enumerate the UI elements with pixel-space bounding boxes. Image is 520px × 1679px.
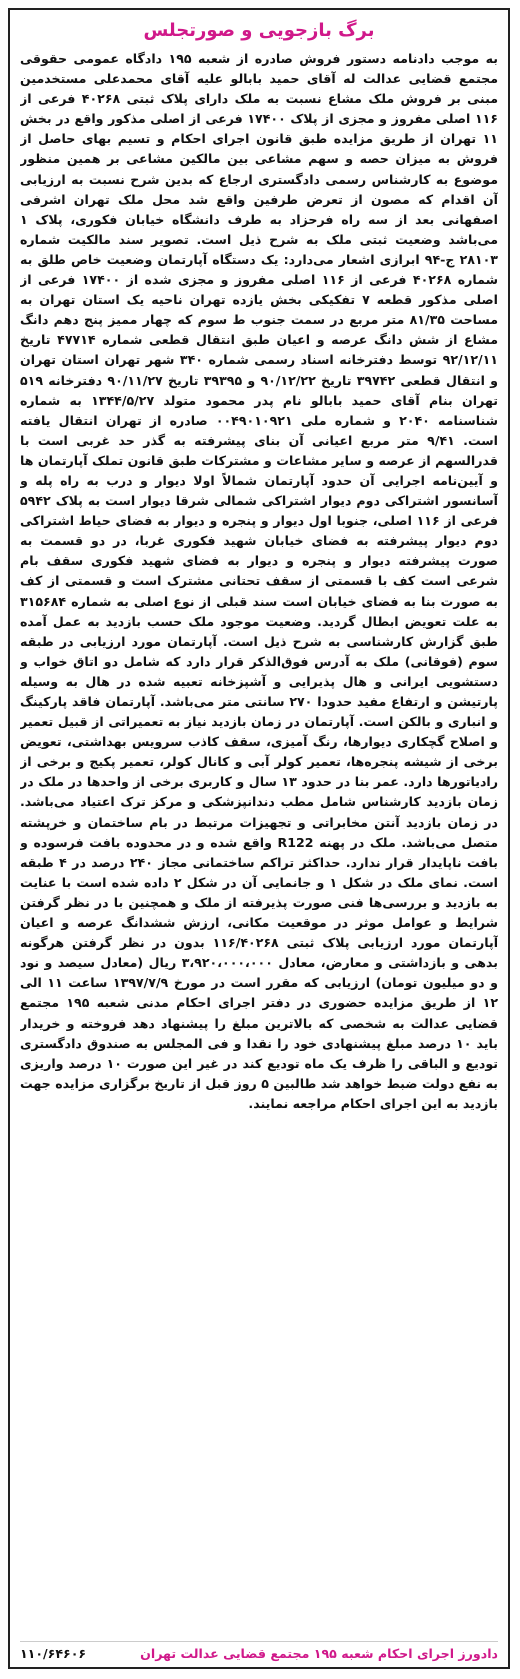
notice-footer (20, 1641, 498, 1661)
notice-body: به موجب دادنامه دستور فروش صادره از شعبه ۱۹۵ دادگاه عمومی حقوقی مجتمع قضایی عدالت له آقای حمید بابالو علیه آقای محمدعلی مستخدمین مبنی بر فروش ملک مشاع نسبت به ملک دارای پلاک ثبتی ۴۰۲۶۸ فرعی از ۱۱۶ اصلی مفروز و مجزی از پلاک ۱۷۴۰۰ فرعی از اصلی مذکور واقع در بخش ۱۱ تهران از طریق مزایده طبق قانون اجرای احکام و تسیم بهای حاصل از فروش به میزان حصه و سهم مشاعی بین مالکین مشاعی بر همین منظور موضوع به کارشناس رسمی دادگستری ارجاع که بدین شرح نسبت به ارزیابی آن اقدام که مصون از تعرض طرفین واقع شد محل ملک تهران اشرفی اصفهانی بعد از سه راه فرحزاد به طرف دانشگاه خیابان فکوری، پلاک ۱ می‌باشد وضعیت ثبتی ملک به شرح ذیل است. تصویر سند مالکیت شماره ۲۸۱۰۳ ج-۹۴ ابرازی اشعار می‌دارد: یک دستگاه آپارتمان وضعیت خاص طلق به شماره ۴۰۲۶۸ فرعی از ۱۱۶ اصلی مفروز و مجزی شده از ۱۷۴۰۰ فرعی از اصلی مذکور قطعه ۷ تفکیکی بخش یازده تهران ناحیه یک استان تهران به مساحت ۸۱/۳۵ متر مربع در سمت جنوب ط سوم که چهار ممیز پنج دهم دانگ مشاع از شش دانگ عرصه و اعیان طبق انتقال قطعی شماره ۴۷۷۱۴ تاریخ ۹۲/۱۲/۱۱ توسط دفترخانه اسناد رسمی شماره ۳۴۰ شهر تهران استان تهران و انتقال قطعی ۳۹۷۴۲ تاریخ ۹۰/۱۲/۲۲ و ۳۹۳۹۵ تاریخ ۹۰/۱۱/۲۷ دفترخانه ۵۱۹ تهران بنام آقای حمید بابالو نام پدر محمود متولد ۱۳۴۴/۵/۲۷ به شماره شناسنامه ۲۰۴۰ و شماره ملی ۰۰۴۹۰۱۰۹۲۱ صادره از تهران انتقال یافته است. ۹/۴۱ متر مربع اعیانی آن بنای پیشرفته به گذر حد غربی است با قدرالسهم از عرصه و سایر مشاعات و مشترکات طبق قانون تملک آپارتمان ها و آیین‌نامه اجرایی آن حدود آپارتمان شمالاً اولا دیوار و درب به راه پله و آسانسور اشتراکی دوم دیوار اشتراکی شمالی شرقا دیوار است به پلاک ۵۹۴۲ فرعی از ۱۱۶ اصلی، جنوبا اول دیوار و پنجره و دیوار به فضای حیاط اشتراکی دوم دیوار پیشرفته به فضای خیابان شهید فکوری غربا، در دو قسمت به صورت پیشرفته دیوار و پنجره و دیوار به فضای شهید فکوری سقف بام شرعی است کف با قسمتی از سقف تحتانی مشترک است و قسمتی از کف به صورت بنا به فضای خیابان است سند قبلی از نوع اصلی به شماره ۳۱۵۶۸۴ به علت تعویض ابطال گردید. وضعیت موجود ملک حسب بازدید به عمل آمده طبق گزارش کارشناسی به شرح ذیل است. آپارتمان مورد ارزیابی در طبقه سوم (فوقانی) ملک به آدرس فوق‌الذکر قرار دارد که شامل دو اتاق خواب و دستشویی ایرانی و هال پذیرایی و آشپزخانه تعبیه شده در هال به وسیله پارتیشن و ارتفاع مفید حدودا ۲۷۰ سانتی متر می‌باشد. آپارتمان فاقد پارکینگ و انباری و بالکن است. آپارتمان در زمان بازدید نیاز به تعمیراتی از قبیل تعمیر و اصلاح گچکاری دیوارها، رنگ آمیزی، سقف کاذب سرویس بهداشتی، تعویض برخی از شیشه پنجره‌ها، تعمیر کولر آبی و کانال کولر، تعمیر پکیج و برخی از رادیاتورها دارد. عمر بنا در حدود ۱۳ سال و کاربری برخی از واحدها در ملک در زمان بازدید کارشناس شامل مطب دندانپزشکی و مرکز ترک اعتیاد می‌باشد. در زمان بازدید آنتن مخابراتی و تجهیزات مرتبط در بام ساختمان و خرپشته متصل می‌باشد. ملک در پهنه R122 واقع شده و در محدوده بافت فرسوده و بافت ناپایدار قرار ندارد. حداکثر تراکم ساختمانی مجاز ۲۴۰ درصد در ۴ طبقه است. نمای ملک در شکل ۱ و جانمایی آن در شکل ۲ داده شده است با عنایت به بازدید و بررسی‌ها فنی صورت پذیرفته از ملک و همچنین با در نظر گرفتن شرایط و عوامل موثر در موقعیت مکانی، ارزش ششدانگ عرصه و اعیان آپارتمان مورد ارزیابی پلاک ثبتی ۱۱۶/۴۰۲۶۸ بدون در نظر گرفتن هرگونه بدهی و بازداشتی و معارض، معادل ۳،۹۲۰،۰۰۰،۰۰۰ ریال (معادل سیصد و نود و دو میلیون تومان) ارزیابی که مقرر است در مورخ ۱۳۹۷/۷/۹ ساعت ۱۱ الی ۱۲ از طریق مزایده حضوری در دفتر اجرای احکام مدنی شعبه ۱۹۵ مجتمع قضایی عدالت به شخصی که بالاترین مبلغ را پیشنهاد دهد فروخته و خریدار باید ۱۰ درصد مبلغ پیشنهادی خود را نقدا و فی المجلس به صندوق دادگستری تودیع و الباقی را ظرف یک ماه تودیع کند در غیر این صورت ۱۰ درصد واریزی به نفع دولت ضبط خواهد شد طالبین ۵ روز قبل از تاریخ برگزاری مزایده جهت بازدید به این اجرای احکام مراجعه نمایند. (20, 51, 498, 1111)
legal-notice (8, 8, 510, 1669)
notice-issuer: دادورز اجرای احکام شعبه ۱۹۵ مجتمع قضایی عدالت تهران (140, 1646, 498, 1661)
notice-title: برگ بازجویی و صورتجلس (143, 20, 375, 41)
notice-code: ۱۱۰/۶۴۶۰۶ (20, 1646, 87, 1661)
